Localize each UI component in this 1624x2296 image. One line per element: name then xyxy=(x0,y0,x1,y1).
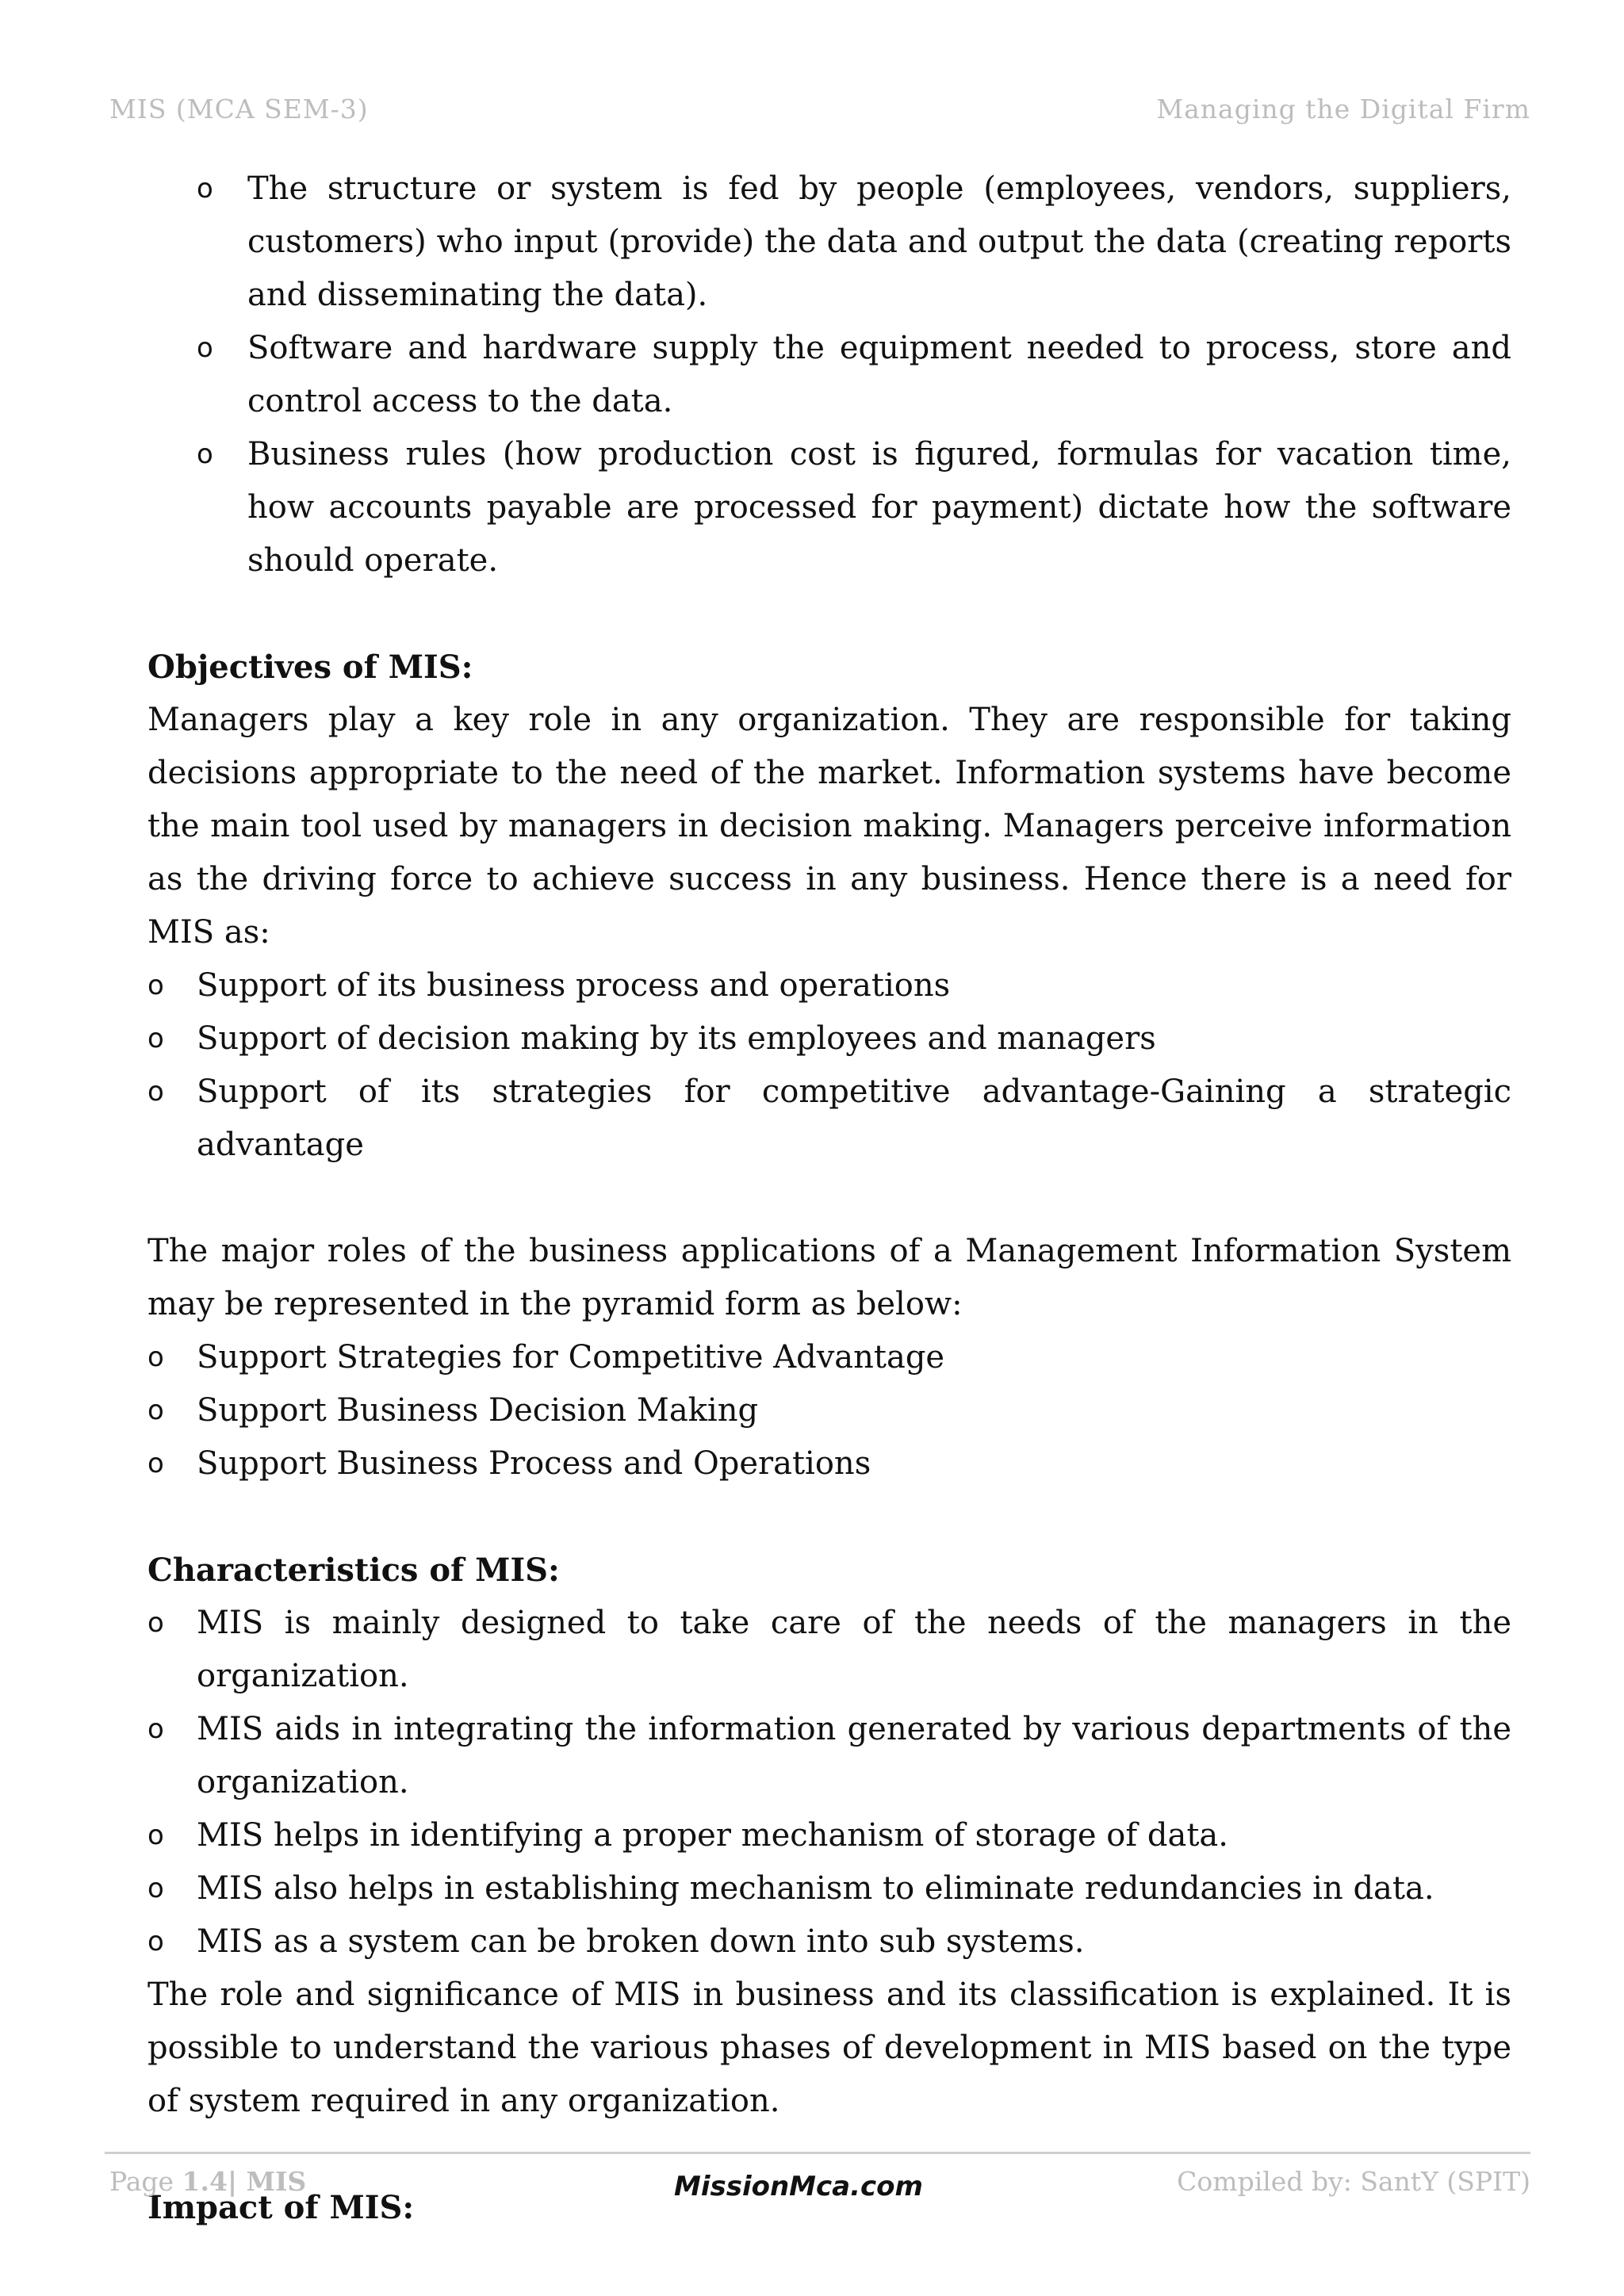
objectives-list xyxy=(147,959,1511,1172)
bullet-icon: o xyxy=(197,332,213,364)
list-item: o Business rules (how production cost is figured, formulas for vacation time, how accounts payable are processed for payment) dictate how the software should operate. xyxy=(147,428,1511,587)
list-item: o Support Business Process and Operations xyxy=(147,1437,1511,1490)
bullet-icon: o xyxy=(147,970,164,1001)
characteristics-paragraph: The role and significance of MIS in business and its classification is explained. It is possible to understand the various phases of development in MIS based on the type of system required in any organization. xyxy=(147,1976,1511,2119)
list-item: o MIS is mainly designed to take care of the needs of the managers in the organization. xyxy=(147,1597,1511,1703)
list-item: o Software and hardware supply the equipment needed to process, store and control access to the data. xyxy=(147,322,1511,428)
footer-logo: MissionMca.com xyxy=(674,2171,923,2202)
page-content xyxy=(147,163,1511,2234)
bullet-icon: o xyxy=(147,1023,164,1054)
roles-paragraph: The major roles of the business applications of a Management Information System may be represented in the pyramid form as below: xyxy=(147,1233,1511,1322)
impact-heading: Impact of MIS: xyxy=(147,2189,415,2226)
objectives-heading: Objectives of MIS: xyxy=(147,649,473,686)
objectives-paragraph: Managers play a key role in any organization. They are responsible for taking decisions appropriate to the need of the market. Information systems have become the main tool used by managers in decision making. Managers perceive information as the driving force to achieve success in any business. Hence there is a need for MIS as: xyxy=(147,702,1511,951)
header-chapter-title: Managing the Digital Firm xyxy=(1156,94,1530,124)
bullet-icon: o xyxy=(147,1820,164,1851)
list-item: o Support of decision making by its employees and managers xyxy=(147,1012,1511,1066)
footer-compiler-credit: Compiled by: SantY (SPIT) xyxy=(1177,2166,1530,2197)
list-item: o Support Strategies for Competitive Advantage xyxy=(147,1331,1511,1384)
bullet-icon: o xyxy=(147,1341,164,1373)
bullet-icon: o xyxy=(147,1713,164,1745)
list-item: o The structure or system is fed by people (employees, vendors, suppliers, customers) who input (provide) the data and output the data (creating reports and disseminating the data). xyxy=(147,163,1511,322)
characteristics-heading: Characteristics of MIS: xyxy=(147,1552,560,1589)
list-item: o MIS helps in identifying a proper mechanism of storage of data. xyxy=(147,1809,1511,1862)
characteristics-list xyxy=(147,1597,1511,1969)
list-item: o MIS also helps in establishing mechanism to eliminate redundancies in data. xyxy=(147,1862,1511,1915)
roles-list xyxy=(147,1331,1511,1490)
footer-divider xyxy=(105,2152,1530,2154)
list-item: o MIS aids in integrating the information generated by various departments of the organization. xyxy=(147,1703,1511,1809)
bullet-icon: o xyxy=(197,438,213,470)
page-header xyxy=(109,94,1530,133)
footer-subject: | MIS xyxy=(227,2166,307,2197)
header-course-title: MIS (MCA SEM-3) xyxy=(109,94,369,124)
bullet-icon: o xyxy=(147,1873,164,1904)
bullet-icon: o xyxy=(147,1926,164,1957)
list-item: o MIS as a system can be broken down into sub systems. xyxy=(147,1915,1511,1969)
list-item: o Support Business Decision Making xyxy=(147,1384,1511,1437)
list-item: o Support of its strategies for competitive advantage-Gaining a strategic advantage xyxy=(147,1066,1511,1172)
intro-bullet-list xyxy=(147,163,1511,587)
bullet-icon: o xyxy=(147,1395,164,1426)
bullet-icon: o xyxy=(147,1607,164,1639)
list-item: o Support of its business process and operations xyxy=(147,959,1511,1012)
bullet-icon: o xyxy=(147,1448,164,1479)
page-number: 1.4 xyxy=(182,2166,228,2197)
footer-page-info: Page 1.4| MIS xyxy=(109,2166,307,2197)
bullet-icon: o xyxy=(197,173,213,205)
bullet-icon: o xyxy=(147,1076,164,1108)
page-footer xyxy=(109,2166,1530,2206)
